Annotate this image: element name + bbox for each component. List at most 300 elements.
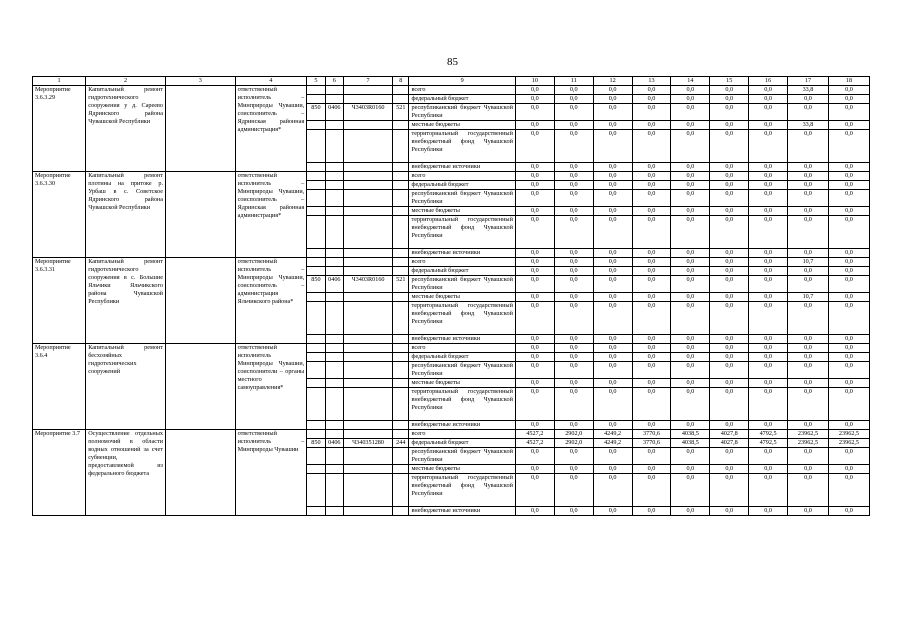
- value-cell: 0,0: [554, 172, 593, 181]
- value-cell: 0,0: [632, 207, 671, 216]
- code-grbs: [307, 430, 325, 439]
- code-vr: [393, 267, 409, 276]
- column-header: 3: [166, 77, 236, 86]
- event-code: Мероприятие 3.6.3.31: [33, 258, 86, 344]
- value-cell: 0,0: [593, 335, 632, 344]
- value-cell: 0,0: [632, 163, 671, 172]
- value-cell: 2902,0: [554, 430, 593, 439]
- code-csr: [344, 216, 393, 249]
- funding-source: местные бюджеты: [409, 207, 515, 216]
- value-cell: 0,0: [554, 130, 593, 163]
- value-cell: 4792,5: [749, 439, 788, 448]
- value-cell: 0,0: [632, 388, 671, 421]
- value-cell: 0,0: [749, 362, 788, 379]
- value-cell: 0,0: [710, 121, 749, 130]
- value-cell: 0,0: [554, 421, 593, 430]
- table-body: [33, 77, 870, 516]
- column-header: 1: [33, 77, 86, 86]
- value-cell: 0,0: [749, 249, 788, 258]
- code-rz: 0406: [325, 104, 343, 121]
- funding-source: местные бюджеты: [409, 121, 515, 130]
- value-cell: 0,0: [593, 302, 632, 335]
- code-vr: [393, 86, 409, 95]
- value-cell: 0,0: [554, 121, 593, 130]
- value-cell: 0,0: [671, 95, 710, 104]
- value-cell: 0,0: [749, 121, 788, 130]
- funding-source: республиканский бюджет Чувашской Республики: [409, 448, 515, 465]
- value-cell: 0,0: [788, 216, 829, 249]
- value-cell: 0,0: [671, 421, 710, 430]
- code-csr: [344, 293, 393, 302]
- value-cell: 0,0: [671, 181, 710, 190]
- value-cell: 0,0: [632, 86, 671, 95]
- value-cell: 0,0: [515, 172, 554, 181]
- funding-source: внебюджетные источники: [409, 421, 515, 430]
- funding-source: всего: [409, 430, 515, 439]
- value-cell: 0,0: [828, 130, 869, 163]
- value-cell: 0,0: [671, 104, 710, 121]
- value-cell: 0,0: [828, 507, 869, 516]
- funding-source: всего: [409, 258, 515, 267]
- value-cell: 0,0: [671, 86, 710, 95]
- value-cell: 0,0: [515, 344, 554, 353]
- funding-source: федеральный бюджет: [409, 95, 515, 104]
- value-cell: 4027,8: [710, 430, 749, 439]
- column-header: 10: [515, 77, 554, 86]
- value-cell: 0,0: [671, 249, 710, 258]
- value-cell: 0,0: [632, 507, 671, 516]
- value-cell: 0,0: [554, 258, 593, 267]
- value-cell: 0,0: [593, 474, 632, 507]
- code-rz: 0406: [325, 276, 343, 293]
- value-cell: 4527,2: [515, 439, 554, 448]
- column-header: 4: [235, 77, 307, 86]
- value-cell: 0,0: [710, 335, 749, 344]
- code-grbs: [307, 163, 325, 172]
- code-rz: [325, 388, 343, 421]
- value-cell: 0,0: [632, 362, 671, 379]
- code-vr: [393, 335, 409, 344]
- value-cell: 0,0: [828, 448, 869, 465]
- value-cell: 0,0: [554, 104, 593, 121]
- code-rz: [325, 465, 343, 474]
- value-cell: 0,0: [593, 104, 632, 121]
- value-cell: 0,0: [710, 95, 749, 104]
- code-grbs: [307, 190, 325, 207]
- value-cell: 0,0: [554, 362, 593, 379]
- column-header: 15: [710, 77, 749, 86]
- value-cell: 4038,5: [671, 430, 710, 439]
- column-header: 12: [593, 77, 632, 86]
- code-vr: [393, 302, 409, 335]
- event-code: Мероприятие 3.6.4: [33, 344, 86, 430]
- code-csr: [344, 302, 393, 335]
- value-cell: 0,0: [593, 86, 632, 95]
- value-cell: 0,0: [515, 379, 554, 388]
- code-grbs: [307, 207, 325, 216]
- value-cell: 0,0: [710, 465, 749, 474]
- value-cell: 0,0: [515, 207, 554, 216]
- value-cell: 0,0: [671, 216, 710, 249]
- value-cell: 0,0: [828, 172, 869, 181]
- code-csr: [344, 267, 393, 276]
- value-cell: 0,0: [710, 353, 749, 362]
- code-csr: [344, 249, 393, 258]
- code-rz: [325, 216, 343, 249]
- value-cell: 33,8: [788, 121, 829, 130]
- value-cell: 0,0: [554, 163, 593, 172]
- value-cell: 23962,5: [828, 439, 869, 448]
- value-cell: 0,0: [671, 465, 710, 474]
- event-code: Мероприятие 3.6.3.30: [33, 172, 86, 258]
- value-cell: 0,0: [554, 448, 593, 465]
- value-cell: 0,0: [671, 190, 710, 207]
- value-cell: 0,0: [632, 216, 671, 249]
- code-rz: [325, 267, 343, 276]
- code-rz: [325, 293, 343, 302]
- funding-source: территориальный государственный внебюджетный фонд Чувашской Республики: [409, 474, 515, 507]
- value-cell: 0,0: [554, 95, 593, 104]
- code-rz: [325, 163, 343, 172]
- value-cell: 0,0: [515, 362, 554, 379]
- value-cell: 0,0: [515, 448, 554, 465]
- value-cell: 0,0: [710, 207, 749, 216]
- value-cell: 0,0: [515, 181, 554, 190]
- value-cell: 0,0: [828, 474, 869, 507]
- value-cell: 0,0: [749, 86, 788, 95]
- value-cell: 0,0: [632, 130, 671, 163]
- code-rz: [325, 172, 343, 181]
- value-cell: 0,0: [632, 172, 671, 181]
- value-cell: 0,0: [593, 267, 632, 276]
- value-cell: 0,0: [828, 344, 869, 353]
- code-csr: [344, 172, 393, 181]
- value-cell: 0,0: [749, 421, 788, 430]
- code-vr: [393, 465, 409, 474]
- value-cell: 0,0: [710, 104, 749, 121]
- value-cell: 4527,2: [515, 430, 554, 439]
- event-code: Мероприятие 3.6.3.29: [33, 86, 86, 172]
- value-cell: 0,0: [828, 276, 869, 293]
- value-cell: 0,0: [788, 95, 829, 104]
- value-cell: 0,0: [593, 448, 632, 465]
- code-rz: [325, 430, 343, 439]
- value-cell: 0,0: [749, 448, 788, 465]
- value-cell: 0,0: [749, 258, 788, 267]
- value-cell: 10,7: [788, 258, 829, 267]
- value-cell: 0,0: [515, 249, 554, 258]
- value-cell: 0,0: [788, 190, 829, 207]
- code-rz: [325, 95, 343, 104]
- value-cell: 0,0: [671, 335, 710, 344]
- code-csr: [344, 86, 393, 95]
- value-cell: 0,0: [554, 249, 593, 258]
- value-cell: 0,0: [593, 130, 632, 163]
- value-cell: 0,0: [749, 216, 788, 249]
- funding-source: внебюджетные источники: [409, 163, 515, 172]
- value-cell: 0,0: [515, 130, 554, 163]
- event-executor: ответственный исполнитель Минприроды Чувашии, соисполнители – органы местного самоуправления*: [235, 344, 307, 430]
- code-grbs: [307, 258, 325, 267]
- value-cell: 0,0: [710, 216, 749, 249]
- value-cell: 0,0: [788, 335, 829, 344]
- code-csr: [344, 190, 393, 207]
- code-vr: [393, 353, 409, 362]
- empty-cell: [166, 258, 236, 344]
- column-header: 6: [325, 77, 343, 86]
- column-header: 17: [788, 77, 829, 86]
- value-cell: 0,0: [671, 388, 710, 421]
- value-cell: 3770,6: [632, 430, 671, 439]
- code-grbs: [307, 465, 325, 474]
- value-cell: 0,0: [828, 207, 869, 216]
- value-cell: 0,0: [749, 276, 788, 293]
- code-rz: [325, 421, 343, 430]
- event-name: Капитальный ремонт плотины на притоке р. Урбаш в с. Советское Ядринского района Чувашской Республики: [86, 172, 166, 258]
- budget-table: [32, 76, 870, 516]
- value-cell: 0,0: [749, 190, 788, 207]
- event-code: Мероприятие 3.7: [33, 430, 86, 516]
- code-rz: [325, 258, 343, 267]
- code-vr: [393, 344, 409, 353]
- code-csr: [344, 362, 393, 379]
- value-cell: 0,0: [749, 181, 788, 190]
- value-cell: 0,0: [671, 172, 710, 181]
- value-cell: 0,0: [593, 344, 632, 353]
- value-cell: 0,0: [515, 95, 554, 104]
- value-cell: 3770,6: [632, 439, 671, 448]
- value-cell: 0,0: [749, 302, 788, 335]
- code-csr: Ч3403R0160: [344, 276, 393, 293]
- value-cell: 0,0: [554, 267, 593, 276]
- value-cell: 0,0: [632, 276, 671, 293]
- code-csr: [344, 507, 393, 516]
- value-cell: 0,0: [788, 353, 829, 362]
- table-row: [33, 430, 870, 439]
- table-row: [33, 172, 870, 181]
- header-row: [33, 77, 870, 86]
- code-grbs: 850: [307, 276, 325, 293]
- value-cell: 0,0: [828, 293, 869, 302]
- value-cell: 0,0: [632, 344, 671, 353]
- value-cell: 0,0: [671, 258, 710, 267]
- code-vr: [393, 121, 409, 130]
- value-cell: 0,0: [828, 421, 869, 430]
- value-cell: 0,0: [515, 121, 554, 130]
- value-cell: 0,0: [632, 465, 671, 474]
- value-cell: 2902,0: [554, 439, 593, 448]
- code-grbs: 850: [307, 439, 325, 448]
- column-header: 18: [828, 77, 869, 86]
- value-cell: 0,0: [749, 335, 788, 344]
- funding-source: внебюджетные источники: [409, 335, 515, 344]
- code-csr: [344, 258, 393, 267]
- value-cell: 0,0: [593, 507, 632, 516]
- column-header: 7: [344, 77, 393, 86]
- value-cell: 0,0: [828, 121, 869, 130]
- value-cell: 0,0: [671, 302, 710, 335]
- value-cell: 0,0: [828, 163, 869, 172]
- value-cell: 0,0: [515, 267, 554, 276]
- value-cell: 0,0: [749, 465, 788, 474]
- code-csr: [344, 163, 393, 172]
- value-cell: 0,0: [593, 293, 632, 302]
- value-cell: 0,0: [788, 207, 829, 216]
- code-rz: [325, 379, 343, 388]
- code-csr: [344, 121, 393, 130]
- value-cell: 4027,8: [710, 439, 749, 448]
- code-vr: 521: [393, 104, 409, 121]
- empty-cell: [166, 344, 236, 430]
- code-csr: [344, 474, 393, 507]
- code-grbs: [307, 267, 325, 276]
- value-cell: 0,0: [632, 421, 671, 430]
- value-cell: 0,0: [710, 379, 749, 388]
- value-cell: 0,0: [593, 121, 632, 130]
- value-cell: 0,0: [671, 507, 710, 516]
- empty-cell: [166, 172, 236, 258]
- value-cell: 0,0: [828, 465, 869, 474]
- code-rz: 0406: [325, 439, 343, 448]
- column-header: 2: [86, 77, 166, 86]
- value-cell: 0,0: [828, 302, 869, 335]
- value-cell: 0,0: [554, 353, 593, 362]
- value-cell: 0,0: [632, 121, 671, 130]
- code-rz: [325, 353, 343, 362]
- code-grbs: [307, 95, 325, 104]
- funding-source: федеральный бюджет: [409, 181, 515, 190]
- column-header: 11: [554, 77, 593, 86]
- column-header: 9: [409, 77, 515, 86]
- code-rz: [325, 362, 343, 379]
- value-cell: 0,0: [710, 130, 749, 163]
- value-cell: 0,0: [593, 465, 632, 474]
- code-rz: [325, 130, 343, 163]
- value-cell: 0,0: [515, 465, 554, 474]
- value-cell: 0,0: [515, 353, 554, 362]
- value-cell: 0,0: [593, 276, 632, 293]
- code-csr: [344, 421, 393, 430]
- value-cell: 0,0: [593, 190, 632, 207]
- table-row: [33, 344, 870, 353]
- event-executor: ответственный исполнитель – Минприроды Чувашии: [235, 430, 307, 516]
- value-cell: 0,0: [554, 335, 593, 344]
- value-cell: 0,0: [515, 216, 554, 249]
- value-cell: 0,0: [710, 302, 749, 335]
- value-cell: 0,0: [554, 86, 593, 95]
- code-grbs: [307, 86, 325, 95]
- value-cell: 0,0: [632, 474, 671, 507]
- funding-source: внебюджетные источники: [409, 507, 515, 516]
- value-cell: 0,0: [554, 507, 593, 516]
- value-cell: 0,0: [554, 216, 593, 249]
- value-cell: 0,0: [515, 276, 554, 293]
- value-cell: 0,0: [749, 388, 788, 421]
- column-header: 5: [307, 77, 325, 86]
- code-rz: [325, 474, 343, 507]
- event-executor: ответственный исполнитель – Минприроды Чувашии, соисполнитель – Ядринская районная администрация*: [235, 172, 307, 258]
- value-cell: 4792,5: [749, 430, 788, 439]
- value-cell: 0,0: [593, 353, 632, 362]
- value-cell: 0,0: [554, 293, 593, 302]
- value-cell: 0,0: [632, 258, 671, 267]
- value-cell: 0,0: [554, 344, 593, 353]
- value-cell: 0,0: [593, 258, 632, 267]
- value-cell: 0,0: [749, 95, 788, 104]
- value-cell: 0,0: [828, 335, 869, 344]
- value-cell: 0,0: [554, 388, 593, 421]
- code-csr: Ч340351280: [344, 439, 393, 448]
- code-vr: [393, 474, 409, 507]
- code-grbs: [307, 421, 325, 430]
- value-cell: 0,0: [593, 216, 632, 249]
- value-cell: 0,0: [710, 163, 749, 172]
- value-cell: 0,0: [828, 353, 869, 362]
- value-cell: 0,0: [749, 104, 788, 121]
- value-cell: 0,0: [749, 353, 788, 362]
- value-cell: 0,0: [515, 190, 554, 207]
- code-grbs: [307, 130, 325, 163]
- event-name: Осуществление отдельных полномочий в области водных отношений за счет субвенции, предоставляемой из федерального бюджета: [86, 430, 166, 516]
- code-rz: [325, 335, 343, 344]
- code-grbs: [307, 379, 325, 388]
- value-cell: 0,0: [788, 163, 829, 172]
- value-cell: 0,0: [710, 362, 749, 379]
- event-name: Капитальный ремонт гидротехнического сооружения в с. Большие Яльчики Яльчикского района Чувашской Республики: [86, 258, 166, 344]
- code-vr: [393, 388, 409, 421]
- value-cell: 23962,5: [788, 430, 829, 439]
- value-cell: 0,0: [710, 249, 749, 258]
- value-cell: 0,0: [515, 86, 554, 95]
- funding-source: республиканский бюджет Чувашской Республики: [409, 190, 515, 207]
- value-cell: 0,0: [632, 95, 671, 104]
- event-executor: ответственный исполнитель – Минприроды Чувашии, соисполнитель – администрация Яльчикского района*: [235, 258, 307, 344]
- value-cell: 0,0: [710, 181, 749, 190]
- code-grbs: [307, 293, 325, 302]
- code-grbs: [307, 344, 325, 353]
- empty-cell: [166, 86, 236, 172]
- value-cell: 0,0: [554, 302, 593, 335]
- code-csr: [344, 353, 393, 362]
- value-cell: 0,0: [554, 379, 593, 388]
- value-cell: 0,0: [788, 362, 829, 379]
- funding-source: федеральный бюджет: [409, 353, 515, 362]
- value-cell: 0,0: [749, 163, 788, 172]
- value-cell: 0,0: [788, 172, 829, 181]
- value-cell: 0,0: [749, 267, 788, 276]
- code-vr: [393, 130, 409, 163]
- column-header: 16: [749, 77, 788, 86]
- value-cell: 0,0: [828, 362, 869, 379]
- value-cell: 0,0: [828, 267, 869, 276]
- value-cell: 0,0: [749, 207, 788, 216]
- code-vr: 244: [393, 439, 409, 448]
- code-grbs: [307, 335, 325, 344]
- funding-source: всего: [409, 86, 515, 95]
- value-cell: 0,0: [671, 276, 710, 293]
- value-cell: 0,0: [671, 293, 710, 302]
- value-cell: 0,0: [593, 95, 632, 104]
- code-grbs: [307, 507, 325, 516]
- value-cell: 0,0: [710, 172, 749, 181]
- code-grbs: [307, 474, 325, 507]
- code-vr: [393, 249, 409, 258]
- value-cell: 0,0: [554, 207, 593, 216]
- value-cell: 0,0: [593, 249, 632, 258]
- value-cell: 0,0: [593, 181, 632, 190]
- value-cell: 0,0: [632, 181, 671, 190]
- value-cell: 0,0: [515, 163, 554, 172]
